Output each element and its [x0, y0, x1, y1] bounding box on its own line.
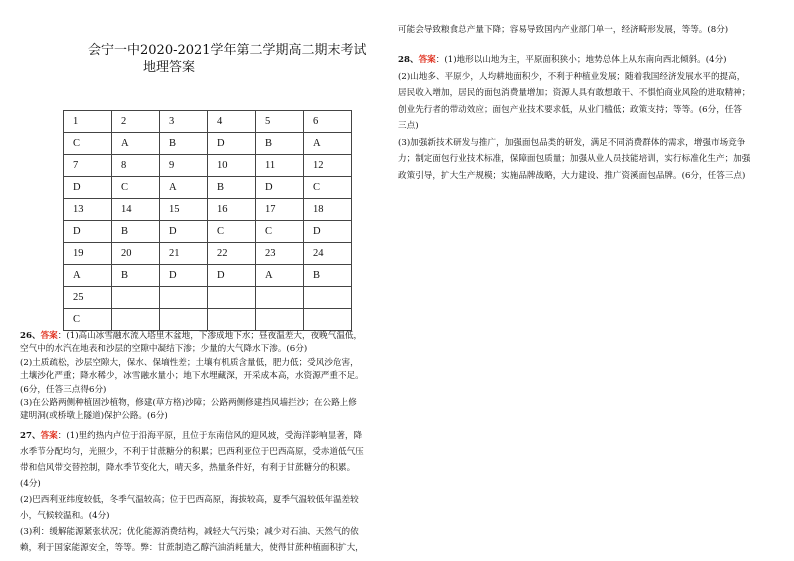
- q27-line: (2)巴西利亚纬度较低，冬季气温较高；位于巴西高原，海拔较高，夏季气温较低年温差较: [20, 495, 359, 505]
- q27-line: 赖，利于国家能源安全，等等。弊：甘蔗制造乙醇汽油消耗量大，使得甘蔗种植面积扩大，: [20, 543, 364, 553]
- answer-table-cell: D: [64, 177, 112, 199]
- q27-line: (1)里约热内卢位于沿海平原，且位于东南信风的迎风坡，受海洋影响显著，降: [66, 431, 363, 441]
- answer-table-cell: 12: [304, 155, 352, 177]
- page-title: [88, 42, 388, 76]
- answer-table: [63, 110, 352, 331]
- answer-table-cell: 18: [304, 199, 352, 221]
- q28-line: 居民收入增加，居民的面包消费量增加；资源人具有敢想敢干、不惧怕商业风险的进取精神；: [398, 88, 751, 98]
- answer-table-cell: 2: [112, 111, 160, 133]
- answer-table-row: [64, 199, 352, 221]
- q27-cont-line: 可能会导致粮食总产量下降；容易导致国内产业部门单一，经济畸形发展，等等。(8分): [398, 25, 729, 35]
- answer-table-row: [64, 309, 352, 331]
- answer-table-cell: B: [160, 133, 208, 155]
- answer-table-cell: B: [112, 265, 160, 287]
- q28-answer-label: 答案: [418, 55, 436, 65]
- answer-table-cell: [160, 287, 208, 309]
- answer-table-cell: 10: [208, 155, 256, 177]
- answer-table-cell: [304, 287, 352, 309]
- q28-number: 28、: [398, 55, 419, 65]
- answer-table-cell: D: [304, 221, 352, 243]
- question-26-block: 26、答案：(1)高山冰雪融水流入塔里木盆地，下渗成地下水；昼夜温差大，夜晚气温低， 空气中的水汽在地表和沙层的空隙中凝结下渗；少量的大气降水下渗。(6分) (2)土质疏松，沙层空隙大，保水、保墒性差；土壤有机质含量低，肥力低；受风沙危害， 土壤沙化严重；降水稀少，冰雪融水量小；地下水埋藏深，开采成本高，水资源严重不足。 (6分，任答三点得6分) (3)在公路两侧种植固沙植物，修建(草方格)沙障；公路两侧修建挡风墙拦沙；在公路上修 建明洞(或桥墩上隧道)保护公路。(6分): [20, 330, 394, 424]
- answer-table-cell: [256, 309, 304, 331]
- q26-line: (3)在公路两侧种植固沙植物，修建(草方格)沙障；公路两侧修建挡风墙拦沙；在公路上修: [20, 398, 357, 409]
- answer-table-row: [64, 243, 352, 265]
- answer-table-row: [64, 287, 352, 309]
- answer-table-cell: 22: [208, 243, 256, 265]
- answer-table-cell: A: [160, 177, 208, 199]
- answer-table-cell: C: [304, 177, 352, 199]
- answer-table-cell: 24: [304, 243, 352, 265]
- answer-table-cell: 1: [64, 111, 112, 133]
- question-27-continuation: [398, 24, 780, 37]
- answer-table-cell: A: [64, 265, 112, 287]
- q28-line: 政策引导，扩大生产规模；实施品牌战略，大力建设、推广资溪面包品牌。(6分，任答三点): [398, 170, 746, 181]
- q28-line: 三点): [398, 121, 419, 131]
- answer-table-cell: 6: [304, 111, 352, 133]
- answer-table-cell: A: [112, 133, 160, 155]
- answer-table-cell: C: [112, 177, 160, 199]
- q26-line: (2)土质疏松，沙层空隙大，保水、保墒性差；土壤有机质含量低，肥力低；受风沙危害，: [20, 357, 359, 368]
- answer-table-cell: D: [208, 133, 256, 155]
- answer-table-cell: 25: [64, 287, 112, 309]
- answer-table-cell: C: [64, 133, 112, 155]
- answer-table-row: [64, 265, 352, 287]
- answer-table-cell: B: [256, 133, 304, 155]
- answer-table-cell: 19: [64, 243, 112, 265]
- answer-table-cell: B: [208, 177, 256, 199]
- answer-table-cell: D: [64, 221, 112, 243]
- answer-table-row: [64, 133, 352, 155]
- q27-answer-label: 答案: [40, 431, 58, 441]
- q26-line: 空气中的水汽在地表和沙层的空隙中凝结下渗；少量的大气降水下渗。(6分): [20, 344, 308, 355]
- answer-table-cell: D: [160, 265, 208, 287]
- q26-line: (1)高山冰雪融水流入塔里木盆地，下渗成地下水；昼夜温差大，夜晚气温低，: [66, 331, 363, 341]
- answer-table-cell: 23: [256, 243, 304, 265]
- q27-line: 小，气候较温和。(4分): [20, 511, 110, 521]
- q27-line: (3)利：缓解能源紧张状况；优化能源消费结构，减轻大气污染；减少对石油、天然气的依: [20, 527, 359, 537]
- answer-table-cell: A: [304, 133, 352, 155]
- answer-table-cell: 16: [208, 199, 256, 221]
- answer-table-cell: D: [208, 265, 256, 287]
- q28-line: (3)加强新技术研发与推广，加强面包品类的研发，满足不同消费群体的需求，增强市场竞争: [398, 137, 746, 148]
- answer-table-cell: 7: [64, 155, 112, 177]
- q26-line: (6分，任答三点得6分): [20, 384, 107, 395]
- question-28-block: 28、答案：(1)地形以山地为主，平原面积狭小；地势总体上从东南向西北倾斜。(4分) (2)山地多、平原少，人均耕地面积少，不利于种植业发展；随着我国经济发展水平的提高， 居民收入增加，居民的面包消费量增加；资源人具有敢想敢干、不惧怕商业风险的进取精神； 创业先行者的带动效应；面包产业技术要求低，从业门槛低；政策支持；等等。(6分，任答 三点) (3)加强新技术研发与推广，加强面包品类的研发，满足不同消费群体的需求，增强市场竞争 力；制定面包行业技术标准，保障面包质量；加强从业人员技能培训，实行标准化生产；加强 政策引导，扩大生产规模；实施品牌战略，大力建设、推广资溪面包品牌。(6分，任答三点): [398, 52, 780, 184]
- answer-table-row: [64, 111, 352, 133]
- answer-table-cell: 8: [112, 155, 160, 177]
- answer-table-cell: [160, 309, 208, 331]
- q26-number: 26、: [20, 331, 41, 341]
- answer-table-cell: 4: [208, 111, 256, 133]
- answer-table-cell: 5: [256, 111, 304, 133]
- answer-table-cell: [208, 287, 256, 309]
- title-line-1: 会宁一中2020-2021学年第二学期高二期末考试: [88, 43, 367, 58]
- answer-table-cell: C: [208, 221, 256, 243]
- answer-table-cell: 9: [160, 155, 208, 177]
- answer-table-cell: 20: [112, 243, 160, 265]
- q26-answer-label: 答案: [40, 331, 58, 341]
- q27-line: (4分): [20, 479, 41, 489]
- answer-table-cell: [112, 309, 160, 331]
- q26-line: 建明洞(或桥墩上隧道)保护公路。(6分): [20, 411, 168, 422]
- q27-line: 带和信风带交替控制，降水季节变化大，晴天多，热量条件好，有利于甘蔗糖分的积累。: [20, 463, 356, 473]
- answer-table-cell: [112, 287, 160, 309]
- title-line-2: 地理答案: [143, 60, 196, 75]
- answer-table-row: [64, 221, 352, 243]
- question-27-block: 27、答案：(1)里约热内卢位于沿海平原，且位于东南信风的迎风坡，受海洋影响显著，降 水季节分配均匀，光照少，不利于甘蔗糖分的积累；巴西利亚位于巴西高原，受赤道低气压 带和信风带交替控制，降水季节变化大，晴天多，热量条件好，有利于甘蔗糖分的积累。 (4分) (2)巴西利亚纬度较低，冬季气温较高；位于巴西高原，海拔较高，夏季气温较低年温差较 小，气候较温和。(4分) (3)利：缓解能源紧张状况；优化能源消费结构，减轻大气污染；减少对石油、天然气的依 赖，利于国家能源安全，等等。弊：甘蔗制造乙醇汽油消耗量大，使得甘蔗种植面积扩大，: [20, 428, 394, 556]
- q27-number: 27、: [20, 431, 41, 441]
- answer-table-cell: 13: [64, 199, 112, 221]
- answer-table-cell: A: [256, 265, 304, 287]
- q28-line: (1)地形以山地为主，平原面积狭小；地势总体上从东南向西北倾斜。(4分): [444, 55, 727, 65]
- q26-line: 土壤沙化严重；降水稀少，冰雪融水量小；地下水埋藏深，开采成本高，水资源严重不足。: [20, 371, 364, 382]
- answer-table-cell: 21: [160, 243, 208, 265]
- answer-table-cell: D: [160, 221, 208, 243]
- answer-table-cell: B: [304, 265, 352, 287]
- answer-table-cell: B: [112, 221, 160, 243]
- answer-table-cell: 17: [256, 199, 304, 221]
- q27-line: 水季节分配均匀，光照少，不利于甘蔗糖分的积累；巴西利亚位于巴西高原，受赤道低气压: [20, 447, 364, 457]
- q28-line: 力；制定面包行业技术标准，保障面包质量；加强从业人员技能培训，实行标准化生产；加强: [398, 154, 751, 164]
- answer-table-cell: 3: [160, 111, 208, 133]
- answer-table-cell: 15: [160, 199, 208, 221]
- q28-line: 创业先行者的带动效应；面包产业技术要求低，从业门槛低；政策支持；等等。(6分，任答: [398, 104, 742, 115]
- answer-table-cell: D: [256, 177, 304, 199]
- answer-table-cell: 11: [256, 155, 304, 177]
- q28-line: (2)山地多、平原少，人均耕地面积少，不利于种植业发展；随着我国经济发展水平的提高，: [398, 71, 746, 82]
- answer-table-cell: C: [256, 221, 304, 243]
- answer-table-row: [64, 177, 352, 199]
- answer-table-cell: C: [64, 309, 112, 331]
- answer-table-cell: [208, 309, 256, 331]
- answer-table-cell: [304, 309, 352, 331]
- answer-table-cell: 14: [112, 199, 160, 221]
- answer-table-row: [64, 155, 352, 177]
- answer-table-cell: [256, 287, 304, 309]
